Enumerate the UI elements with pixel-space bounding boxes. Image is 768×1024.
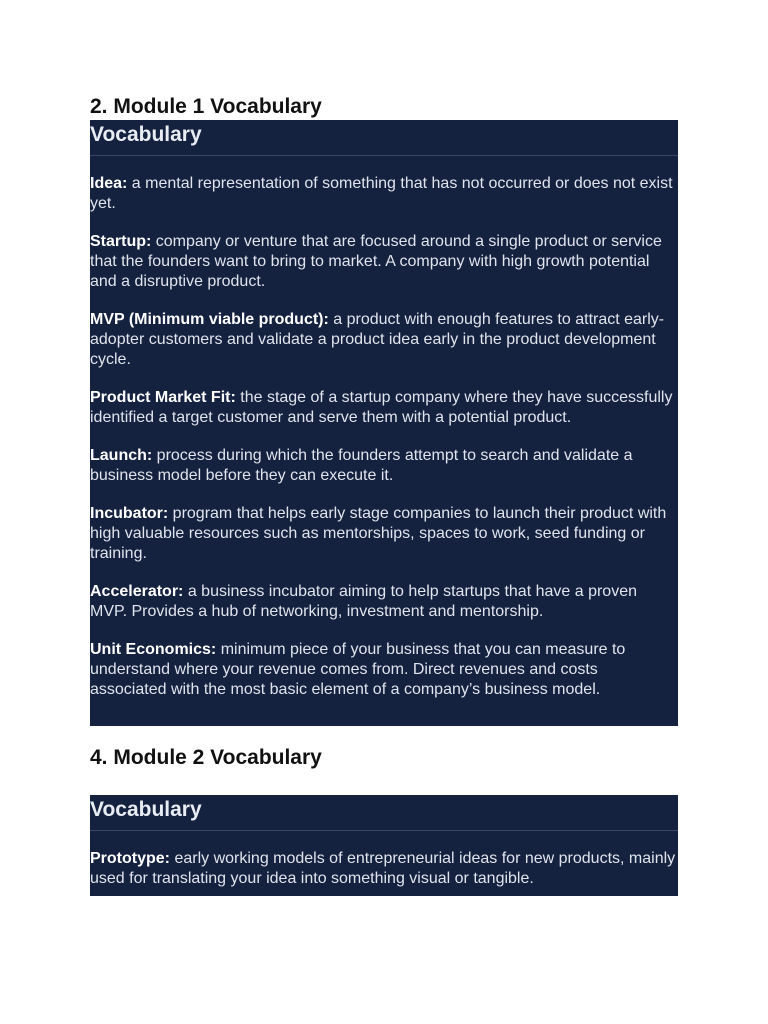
term-definition: minimum piece of your business that you can measure to understand where your revenue comes from. Direct revenues and costs associated with the most basic element of a company’s business model. [90,641,626,698]
module-1-heading: 2. Module 1 Vocabulary [90,95,322,118]
term-definition: early working models of entrepreneurial ideas for new products, mainly used for translating your idea into something visual or tangible. [90,850,676,887]
vocabulary-term-list [90,831,678,889]
term-definition: process during which the founders attempt to search and validate a business model before they can execute it. [90,447,633,484]
vocabulary-panel-title: Vocabulary [90,795,678,831]
module-2-heading: 4. Module 2 Vocabulary [90,746,322,769]
term-name: Launch: [90,447,153,464]
term-name: Startup: [90,233,152,250]
term-name: Accelerator: [90,583,184,600]
term-definition: a product with enough features to attract early-adopter customers and validate a product idea early in the product development cycle. [90,311,665,368]
term-name: Idea: [90,175,128,192]
term-name: Product Market Fit: [90,389,236,406]
term-definition: the stage of a startup company where they have successfully identified a target customer and serve them with a potential product. [90,389,673,426]
vocabulary-term [90,174,678,214]
term-definition: program that helps early stage companies to launch their product with high valuable resources such as mentorships, spaces to work, seed funding or training. [90,505,667,562]
term-definition: company or venture that are focused around a single product or service that the founders want to bring to market. A company with high growth potential and a disruptive product. [90,233,662,290]
term-name: MVP (Minimum viable product): [90,311,329,328]
vocabulary-term [90,388,678,428]
term-definition: a mental representation of something that has not occurred or does not exist yet. [90,175,673,212]
module-2-vocabulary-panel [90,795,678,896]
vocabulary-panel-title: Vocabulary [90,120,678,156]
vocabulary-term [90,446,678,486]
vocabulary-term [90,849,678,889]
term-name: Prototype: [90,850,170,867]
vocabulary-term [90,310,678,370]
vocabulary-term [90,640,678,700]
vocabulary-term [90,232,678,292]
vocabulary-term-list [90,156,678,700]
term-name: Unit Economics: [90,641,217,658]
module-1-vocabulary-panel [90,120,678,726]
vocabulary-term [90,504,678,564]
term-name: Incubator: [90,505,169,522]
term-definition: a business incubator aiming to help startups that have a proven MVP. Provides a hub of networking, investment and mentorship. [90,583,637,620]
vocabulary-term [90,582,678,622]
